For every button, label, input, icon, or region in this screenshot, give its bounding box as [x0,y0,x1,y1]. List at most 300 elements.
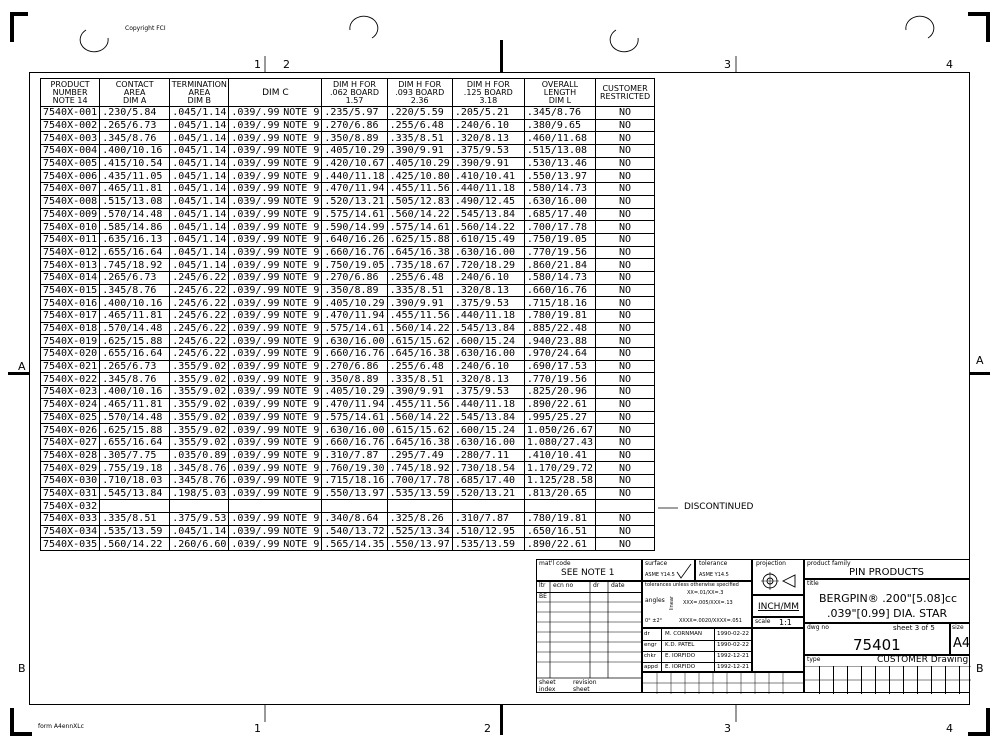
cell-part-number: 7540X-018 [41,322,100,335]
cell-dim-h-062 [322,500,387,513]
approvals-box [642,628,752,672]
cell-dim-h-062: .310/7.87 [322,449,387,462]
cell-dim-h-062: .660/16.76 [322,348,387,361]
cell-customer-restricted: NO [596,284,655,297]
cell-part-number: 7540X-007 [41,183,100,196]
cell-contact-area: .535/13.59 [100,525,170,538]
table-row [41,525,655,538]
cell-overall-length: .460/11.68 [524,132,595,145]
cell-overall-length: 1.050/26.67 [524,424,595,437]
cell-dim-h-125: .510/12.95 [452,525,524,538]
header-dim-h-093: DIM H FOR .093 BOARD 2.36 [387,79,452,107]
cell-part-number: 7540X-033 [41,513,100,526]
table-row [41,474,655,487]
zone-right-a: A [976,354,984,367]
cell-dim-h-093: .575/14.61 [387,221,452,234]
cell-dim-h-093: .255/6.48 [387,360,452,373]
cell-customer-restricted: NO [596,322,655,335]
cell-overall-length: .650/16.51 [524,525,595,538]
cell-dim-c: .039/.99 NOTE 9 [229,462,322,475]
cell-dim-h-125: .545/13.84 [452,411,524,424]
cell-part-number: 7540X-024 [41,398,100,411]
cell-termination-area: .355/9.02 [170,424,229,437]
table-body [41,107,655,551]
cell-part-number: 7540X-032 [41,500,100,513]
cell-termination-area: .045/1.14 [170,246,229,259]
cell-dim-h-062: .630/16.00 [322,335,387,348]
cell-dim-h-125: .320/8.13 [452,132,524,145]
cell-termination-area: .245/6.22 [170,322,229,335]
cell-dim-h-125: .610/15.49 [452,233,524,246]
zone-top-4: 4 [946,58,953,71]
zone-left-a: A [18,360,26,373]
cell-overall-length: .780/19.81 [524,310,595,323]
approval-row: appd E. IORFIDO 1992-12-21 [643,662,751,673]
cell-dim-h-062: .575/14.61 [322,411,387,424]
cell-dim-h-125: .375/9.53 [452,386,524,399]
cell-contact-area: .345/8.76 [100,284,170,297]
cell-dim-c: .039/.99 NOTE 9 [229,525,322,538]
tolerance-detail: tolerances unless otherwise specified angles linear XX=.01/XX=.3 XXX=.005/XXX=.13 0° ±2° XXXX=.0020/XXXX=.051 [642,581,752,628]
zone-left-b: B [18,662,26,675]
cell-contact-area: .655/16.64 [100,246,170,259]
drawing-title-line2: .039"[0.99] DIA. STAR [827,607,948,620]
cell-contact-area: .400/10.16 [100,297,170,310]
zone-bottom-4: 4 [946,722,953,735]
cell-part-number: 7540X-004 [41,145,100,158]
cell-overall-length: .690/17.53 [524,360,595,373]
cell-dim-h-125: .390/9.91 [452,157,524,170]
cell-dim-h-062: .350/8.89 [322,373,387,386]
cell-overall-length: .660/16.76 [524,284,595,297]
cell-part-number: 7540X-022 [41,373,100,386]
cell-overall-length: .813/20.65 [524,487,595,500]
cell-overall-length: .410/10.41 [524,449,595,462]
approval-row: engr K.D. PATEL 1990-02-22 [643,640,751,652]
table-row [41,221,655,234]
cell-customer-restricted: NO [596,195,655,208]
cell-part-number: 7540X-026 [41,424,100,437]
cell-dim-h-093: .425/10.80 [387,170,452,183]
cell-contact-area: .345/8.76 [100,373,170,386]
cell-dim-h-093: .335/8.51 [387,132,452,145]
header-product-number: PRODUCT NUMBER NOTE 14 [41,79,100,107]
cell-dim-c: .039/.99 NOTE 9 [229,297,322,310]
cell-contact-area: .570/14.48 [100,208,170,221]
matl-code-box: mat'l code SEE NOTE 1 [536,559,642,581]
cell-part-number: 7540X-025 [41,411,100,424]
cell-termination-area: .045/1.14 [170,119,229,132]
cell-dim-h-125: .320/8.13 [452,284,524,297]
cell-dim-h-125 [452,500,524,513]
cell-dim-c: .039/.99 NOTE 9 [229,145,322,158]
cell-dim-h-062: .715/18.16 [322,474,387,487]
product-family-box: product family PIN PRODUCTS [804,559,970,579]
table-row [41,538,655,551]
cell-dim-c: .039/.99 NOTE 9 [229,157,322,170]
cell-contact-area: .465/11.81 [100,398,170,411]
cell-dim-h-062: .340/8.64 [322,513,387,526]
cell-overall-length: .890/22.61 [524,538,595,551]
cell-dim-h-062: .405/10.29 [322,145,387,158]
cell-contact-area: .710/18.03 [100,474,170,487]
cell-part-number: 7540X-016 [41,297,100,310]
cell-dim-h-062: .270/6.86 [322,271,387,284]
zone-bottom-1: 1 [254,722,261,735]
cell-dim-c: .039/.99 NOTE 9 [229,221,322,234]
revision-letter: BE [539,593,547,600]
cell-dim-c: .039/.99 NOTE 9 [229,208,322,221]
cell-overall-length: .380/9.65 [524,119,595,132]
cell-dim-h-062: .350/8.89 [322,284,387,297]
cell-contact-area: .465/11.81 [100,310,170,323]
cell-customer-restricted: NO [596,183,655,196]
cell-part-number: 7540X-015 [41,284,100,297]
cell-part-number: 7540X-028 [41,449,100,462]
cell-dim-h-093: .455/11.56 [387,183,452,196]
cell-dim-h-125: .240/6.10 [452,360,524,373]
cell-contact-area: .625/15.88 [100,335,170,348]
cell-overall-length: .515/13.08 [524,145,595,158]
cell-dim-h-125: .600/15.24 [452,424,524,437]
cell-overall-length: .940/23.88 [524,335,595,348]
arc-2 [350,16,378,38]
cell-termination-area: .035/0.89 [170,449,229,462]
cell-part-number: 7540X-003 [41,132,100,145]
cell-contact-area: .265/6.73 [100,119,170,132]
cell-dim-c: .039/.99 NOTE 9 [229,119,322,132]
cell-dim-h-125: .310/7.87 [452,513,524,526]
cell-dim-h-062: .640/16.26 [322,233,387,246]
table-row [41,145,655,158]
cell-dim-h-093: .735/18.67 [387,259,452,272]
cell-termination-area: .045/1.14 [170,195,229,208]
drawing-title-line1: BERGPIN® .200"[5.08]cc [819,592,957,605]
cell-termination-area: .245/6.22 [170,335,229,348]
cell-part-number: 7540X-008 [41,195,100,208]
cell-dim-h-125: .440/11.18 [452,310,524,323]
cell-dim-c: .039/.99 NOTE 9 [229,513,322,526]
revision-grid [537,582,643,694]
cell-termination-area: .045/1.14 [170,170,229,183]
cell-part-number: 7540X-030 [41,474,100,487]
cell-part-number: 7540X-034 [41,525,100,538]
zone-top-2: 2 [283,58,290,71]
cell-customer-restricted: NO [596,487,655,500]
cell-contact-area: .265/6.73 [100,360,170,373]
cell-dim-h-062: .405/10.29 [322,386,387,399]
cell-termination-area: .355/9.02 [170,360,229,373]
cell-termination-area: .045/1.14 [170,525,229,538]
cell-termination-area: .355/9.02 [170,373,229,386]
cell-dim-h-062: .420/10.67 [322,157,387,170]
title-block [536,559,970,705]
projection-symbol [761,572,799,592]
cell-dim-c: .039/.99 NOTE 9 [229,424,322,437]
cell-customer-restricted: NO [596,525,655,538]
header-contact-area: CONTACT AREA DIM A [100,79,170,107]
cell-dim-h-093: .560/14.22 [387,208,452,221]
units-box: INCH/MM [752,595,804,617]
cell-dim-c: .039/.99 NOTE 9 [229,411,322,424]
cell-contact-area: .560/14.22 [100,538,170,551]
cell-overall-length: .860/21.84 [524,259,595,272]
copyright-text: Copyright FCI [125,25,166,32]
cell-dim-h-093: .455/11.56 [387,398,452,411]
table-row [41,487,655,500]
cell-contact-area: .515/13.08 [100,195,170,208]
table-row [41,436,655,449]
cell-dim-h-062: .405/10.29 [322,297,387,310]
table-row [41,157,655,170]
cell-dim-h-125: .320/8.13 [452,373,524,386]
cell-customer-restricted: NO [596,335,655,348]
cell-dim-h-093: .745/18.92 [387,462,452,475]
cell-part-number: 7540X-001 [41,107,100,120]
cell-dim-h-125: .720/18.29 [452,259,524,272]
cell-termination-area: .245/6.22 [170,348,229,361]
cell-part-number: 7540X-010 [41,221,100,234]
cell-dim-h-093: .700/17.78 [387,474,452,487]
table-row [41,271,655,284]
cell-dim-h-093: .405/10.29 [387,157,452,170]
cell-dim-h-062: .470/11.94 [322,183,387,196]
projection-box: projection [752,559,804,595]
cell-termination-area [170,500,229,513]
drawing-number: 75401 [853,636,901,654]
table-row [41,107,655,120]
cell-termination-area: .245/6.22 [170,310,229,323]
cell-part-number: 7540X-019 [41,335,100,348]
cell-dim-c: .039/.99 NOTE 9 [229,538,322,551]
cell-customer-restricted: NO [596,107,655,120]
cell-customer-restricted: NO [596,462,655,475]
cell-part-number: 7540X-012 [41,246,100,259]
cell-termination-area: .045/1.14 [170,208,229,221]
cell-dim-h-125: .545/13.84 [452,322,524,335]
cell-dim-c: .039/.99 NOTE 9 [229,284,322,297]
cell-termination-area: .045/1.14 [170,221,229,234]
cell-dim-h-125: .560/14.22 [452,221,524,234]
arc-4 [906,16,934,38]
cell-part-number: 7540X-021 [41,360,100,373]
cell-dim-h-062: .440/11.18 [322,170,387,183]
cell-part-number: 7540X-020 [41,348,100,361]
cell-contact-area: .755/19.18 [100,462,170,475]
cell-dim-h-093: .220/5.59 [387,107,452,120]
cell-part-number: 7540X-002 [41,119,100,132]
cell-dim-h-062: .470/11.94 [322,310,387,323]
cell-overall-length: .580/14.73 [524,271,595,284]
cell-customer-restricted: NO [596,145,655,158]
cell-overall-length: .580/14.73 [524,183,595,196]
header-dim-h-062: DIM H FOR .062 BOARD 1.57 [322,79,387,107]
cell-dim-h-125: .410/10.41 [452,170,524,183]
table-row [41,259,655,272]
cell-dim-h-062: .575/14.61 [322,322,387,335]
cell-dim-h-062: .235/5.97 [322,107,387,120]
cell-dim-h-093: .645/16.38 [387,246,452,259]
cell-part-number: 7540X-023 [41,386,100,399]
cell-dim-c: .039/.99 NOTE 9 [229,487,322,500]
table-row [41,462,655,475]
cell-part-number: 7540X-011 [41,233,100,246]
cell-customer-restricted: NO [596,170,655,183]
table-row [41,195,655,208]
cell-dim-h-093: .645/16.38 [387,348,452,361]
cell-overall-length: 1.125/28.58 [524,474,595,487]
cell-overall-length: .685/17.40 [524,208,595,221]
cell-customer-restricted: NO [596,373,655,386]
cell-overall-length: .550/13.97 [524,170,595,183]
cell-dim-h-062: .575/14.61 [322,208,387,221]
table-row [41,449,655,462]
cell-dim-c: .039/.99 NOTE 9 [229,335,322,348]
cell-part-number: 7540X-035 [41,538,100,551]
cell-dim-h-093 [387,500,452,513]
zone-right-b: B [976,662,984,675]
cell-termination-area: .355/9.02 [170,411,229,424]
header-overall-length: OVERALL LENGTH DIM L [524,79,595,107]
table-row [41,360,655,373]
cell-dim-h-062: .350/8.89 [322,132,387,145]
cell-termination-area: .045/1.14 [170,145,229,158]
cell-contact-area: .545/13.84 [100,487,170,500]
cell-termination-area: .045/1.14 [170,233,229,246]
cell-customer-restricted: NO [596,297,655,310]
cell-customer-restricted: NO [596,360,655,373]
zone-top-3: 3 [724,58,731,71]
cell-dim-h-125: .440/11.18 [452,183,524,196]
cell-overall-length: .890/22.61 [524,398,595,411]
zone-bottom-3: 3 [724,722,731,735]
table-row [41,373,655,386]
drawing-type: CUSTOMER Drawing [877,655,969,665]
cell-overall-length: .750/19.05 [524,233,595,246]
cell-contact-area: .305/7.75 [100,449,170,462]
cell-dim-h-062: .270/6.86 [322,360,387,373]
cell-dim-h-125: .685/17.40 [452,474,524,487]
cell-termination-area: .045/1.14 [170,259,229,272]
scale-box: scale 1:1 [752,617,804,628]
cell-dim-c: .039/.99 NOTE 9 [229,107,322,120]
header-termination-area: TERMINATION AREA DIM B [170,79,229,107]
cell-termination-area: .045/1.14 [170,107,229,120]
cell-contact-area: .400/10.16 [100,145,170,158]
discontinued-label: DISCONTINUED [684,502,754,512]
cell-customer-restricted: NO [596,119,655,132]
cell-dim-h-093: .390/9.91 [387,145,452,158]
cell-termination-area: .045/1.14 [170,132,229,145]
cell-dim-h-093: .295/7.49 [387,449,452,462]
matl-code-value: SEE NOTE 1 [561,568,615,578]
cell-dim-c [229,500,322,513]
cell-dim-h-125: .490/12.45 [452,195,524,208]
title-box: title BERGPIN® .200"[5.08]cc .039"[0.99] DIA. STAR [804,579,970,623]
cell-termination-area: .045/1.14 [170,183,229,196]
cell-part-number: 7540X-017 [41,310,100,323]
cell-dim-h-062: .760/19.30 [322,462,387,475]
cell-dim-h-093: .550/13.97 [387,538,452,551]
cell-customer-restricted: NO [596,348,655,361]
cell-part-number: 7540X-029 [41,462,100,475]
cell-part-number: 7540X-013 [41,259,100,272]
table-row [41,132,655,145]
arc-3 [610,30,638,52]
table-row [41,348,655,361]
surface-box: surface ASME Y14.5 [642,559,695,581]
cell-dim-h-093: .615/15.62 [387,424,452,437]
zone-top-1: 1 [254,58,261,71]
cell-dim-h-093: .335/8.51 [387,373,452,386]
cell-overall-length: .770/19.56 [524,246,595,259]
cell-customer-restricted: NO [596,474,655,487]
cell-termination-area: .355/9.02 [170,436,229,449]
cell-customer-restricted: NO [596,436,655,449]
cell-dim-h-093: .535/13.59 [387,487,452,500]
cell-termination-area: .245/6.22 [170,271,229,284]
cell-overall-length: .770/19.56 [524,373,595,386]
revision-table: ltr ecn no dr date BE sheet index revision sheet [536,581,642,693]
cell-dim-h-062: .590/14.99 [322,221,387,234]
tolerance-box: tolerance ASME Y14.5 [695,559,752,581]
cell-dim-h-093: .390/9.91 [387,386,452,399]
cell-dim-c: .039/.99 NOTE 9 [229,195,322,208]
product-family-value: PIN PRODUCTS [849,567,924,578]
table-row [41,310,655,323]
cell-termination-area: .375/9.53 [170,513,229,526]
zone-bottom-2: 2 [484,722,491,735]
cell-dim-c: .039/.99 NOTE 9 [229,348,322,361]
cell-contact-area: .635/16.13 [100,233,170,246]
cell-dim-h-093: .390/9.91 [387,297,452,310]
cell-overall-length: .970/24.64 [524,348,595,361]
cell-dim-h-125: .535/13.59 [452,538,524,551]
cell-customer-restricted: NO [596,208,655,221]
header-dim-c: DIM C [229,79,322,107]
cell-dim-h-062: .470/11.94 [322,398,387,411]
cell-dim-c: .039/.99 NOTE 9 [229,246,322,259]
cell-dim-h-093: .560/14.22 [387,411,452,424]
cell-dim-c: .039/.99 NOTE 9 [229,170,322,183]
cell-customer-restricted: NO [596,233,655,246]
cell-dim-h-125: .520/13.21 [452,487,524,500]
table-row [41,119,655,132]
cell-dim-h-062: .565/14.35 [322,538,387,551]
table-row [41,322,655,335]
cell-dim-h-093: .255/6.48 [387,271,452,284]
cell-customer-restricted: NO [596,132,655,145]
cell-dim-h-062: .630/16.00 [322,424,387,437]
cell-overall-length: .345/8.76 [524,107,595,120]
cell-contact-area: .265/6.73 [100,271,170,284]
cell-contact-area: .415/10.54 [100,157,170,170]
cell-dim-c: .039/.99 NOTE 9 [229,322,322,335]
cell-dim-c: .039/.99 NOTE 9 [229,183,322,196]
cell-dim-h-125: .280/7.11 [452,449,524,462]
cell-termination-area: .355/9.02 [170,386,229,399]
cell-dim-h-125: .240/6.10 [452,119,524,132]
cell-customer-restricted: NO [596,398,655,411]
cell-dim-h-062: .550/13.97 [322,487,387,500]
cell-overall-length: .885/22.48 [524,322,595,335]
cell-termination-area: .245/6.22 [170,297,229,310]
cell-termination-area: .245/6.22 [170,284,229,297]
table-row [41,246,655,259]
cell-termination-area: .345/8.76 [170,462,229,475]
form-code: form A4ennXLc [38,723,84,730]
table-row [41,233,655,246]
